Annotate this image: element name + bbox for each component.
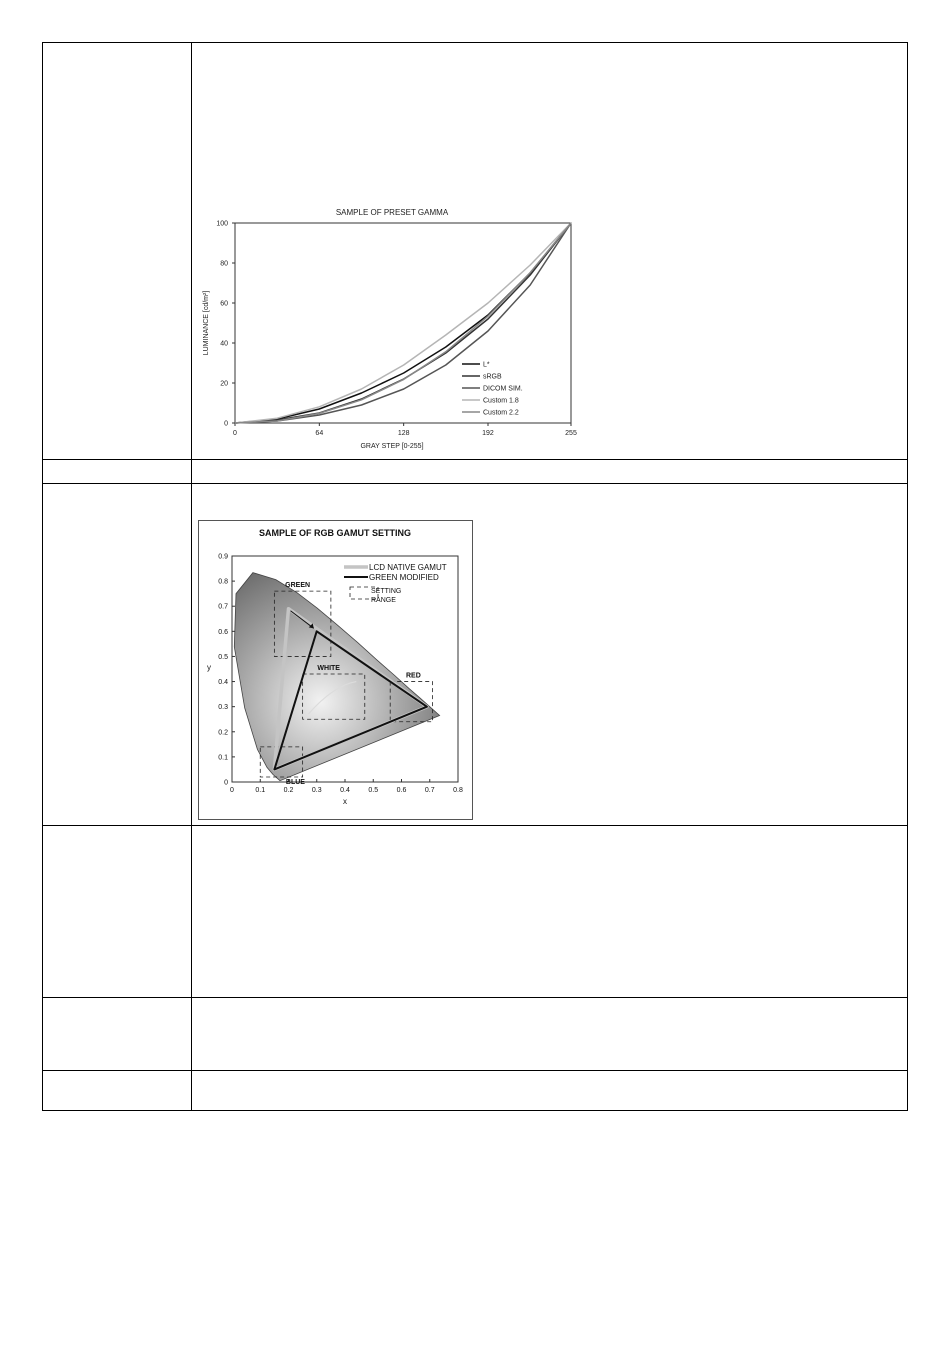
x-tick-label: 0.7: [424, 787, 435, 794]
y-tick-label: 40: [220, 340, 228, 348]
range-label: BLUE: [285, 778, 305, 786]
y-tick-label: 80: [220, 260, 228, 268]
y-tick-label: 0: [224, 779, 228, 787]
table-row: [43, 483, 907, 825]
x-axis-label: x: [343, 797, 347, 806]
legend-label: SETTING: [371, 588, 402, 595]
y-tick-label: 0.5: [218, 653, 228, 661]
range-label: WHITE: [317, 665, 340, 673]
plot-area: [235, 223, 571, 423]
range-label: GREEN: [285, 582, 311, 590]
x-tick-label: 0.3: [311, 787, 322, 794]
row-content-cell: [192, 43, 907, 459]
spec-table: [42, 42, 908, 1111]
legend-label: Custom 1.8: [483, 397, 519, 405]
y-tick-label: 100: [216, 220, 228, 228]
y-tick-label: 0.9: [218, 553, 228, 561]
x-tick-label: 192: [482, 430, 494, 437]
y-tick-label: 60: [220, 300, 228, 308]
table-row: [43, 43, 907, 459]
chart-title: SAMPLE OF RGB GAMUT SETTING: [259, 528, 411, 538]
y-tick-label: 20: [220, 380, 228, 388]
legend-label: L*: [483, 361, 490, 369]
row-label-cell: [43, 1071, 192, 1110]
row-content-cell: [192, 1071, 907, 1110]
row-content-cell: [192, 484, 907, 825]
y-axis-label: y: [207, 663, 211, 672]
y-tick-label: 0.4: [218, 679, 228, 687]
x-axis-label: GRAY STEP [0-255]: [360, 443, 424, 450]
row-content-cell: [192, 460, 907, 483]
y-tick-label: 0.6: [218, 628, 228, 636]
y-tick-label: 0.8: [218, 578, 228, 586]
chart-title: SAMPLE OF PRESET GAMMA: [335, 208, 449, 217]
x-tick-label: 0.1: [255, 787, 266, 794]
legend-label: sRGB: [483, 373, 502, 381]
x-tick-label: 0.8: [453, 787, 463, 794]
row-label-cell: [43, 460, 192, 483]
row-label-cell: [43, 826, 192, 997]
gamut-chart: [198, 520, 473, 820]
x-tick-label: 128: [397, 430, 410, 437]
x-tick-label: 0.5: [368, 787, 379, 794]
y-tick-label: 0.1: [218, 754, 228, 762]
table-row: [43, 459, 907, 483]
x-tick-label: 0.4: [340, 787, 350, 794]
x-tick-label: 0: [230, 787, 234, 794]
row-content-cell: [192, 998, 907, 1070]
x-tick-label: 0.6: [396, 787, 407, 794]
table-row: [43, 997, 907, 1070]
x-tick-label: 255: [565, 430, 577, 437]
x-tick-label: 0: [233, 430, 237, 437]
y-tick-label: 0.2: [218, 729, 228, 737]
y-tick-label: 0: [224, 420, 228, 428]
row-label-cell: [43, 43, 192, 459]
legend-label: LCD NATIVE GAMUT: [369, 563, 447, 572]
gamma-chart: [198, 203, 598, 453]
legend-label: DICOM SIM.: [483, 385, 523, 393]
range-label: RED: [405, 672, 421, 680]
legend-label: Custom 2.2: [483, 409, 519, 417]
x-tick-label: 64: [315, 430, 324, 437]
row-content-cell: [192, 826, 907, 997]
y-axis-label: LUMINANCE [cd/m²]: [203, 290, 210, 356]
x-tick-label: 0.2: [283, 787, 294, 794]
y-tick-label: 0.3: [218, 704, 228, 712]
row-label-cell: [43, 484, 192, 825]
legend-label: GREEN MODIFIED: [369, 573, 439, 582]
legend-label: RANGE: [371, 597, 396, 604]
table-row: [43, 825, 907, 997]
table-row: [43, 1070, 907, 1110]
y-tick-label: 0.7: [218, 603, 228, 611]
row-label-cell: [43, 998, 192, 1070]
